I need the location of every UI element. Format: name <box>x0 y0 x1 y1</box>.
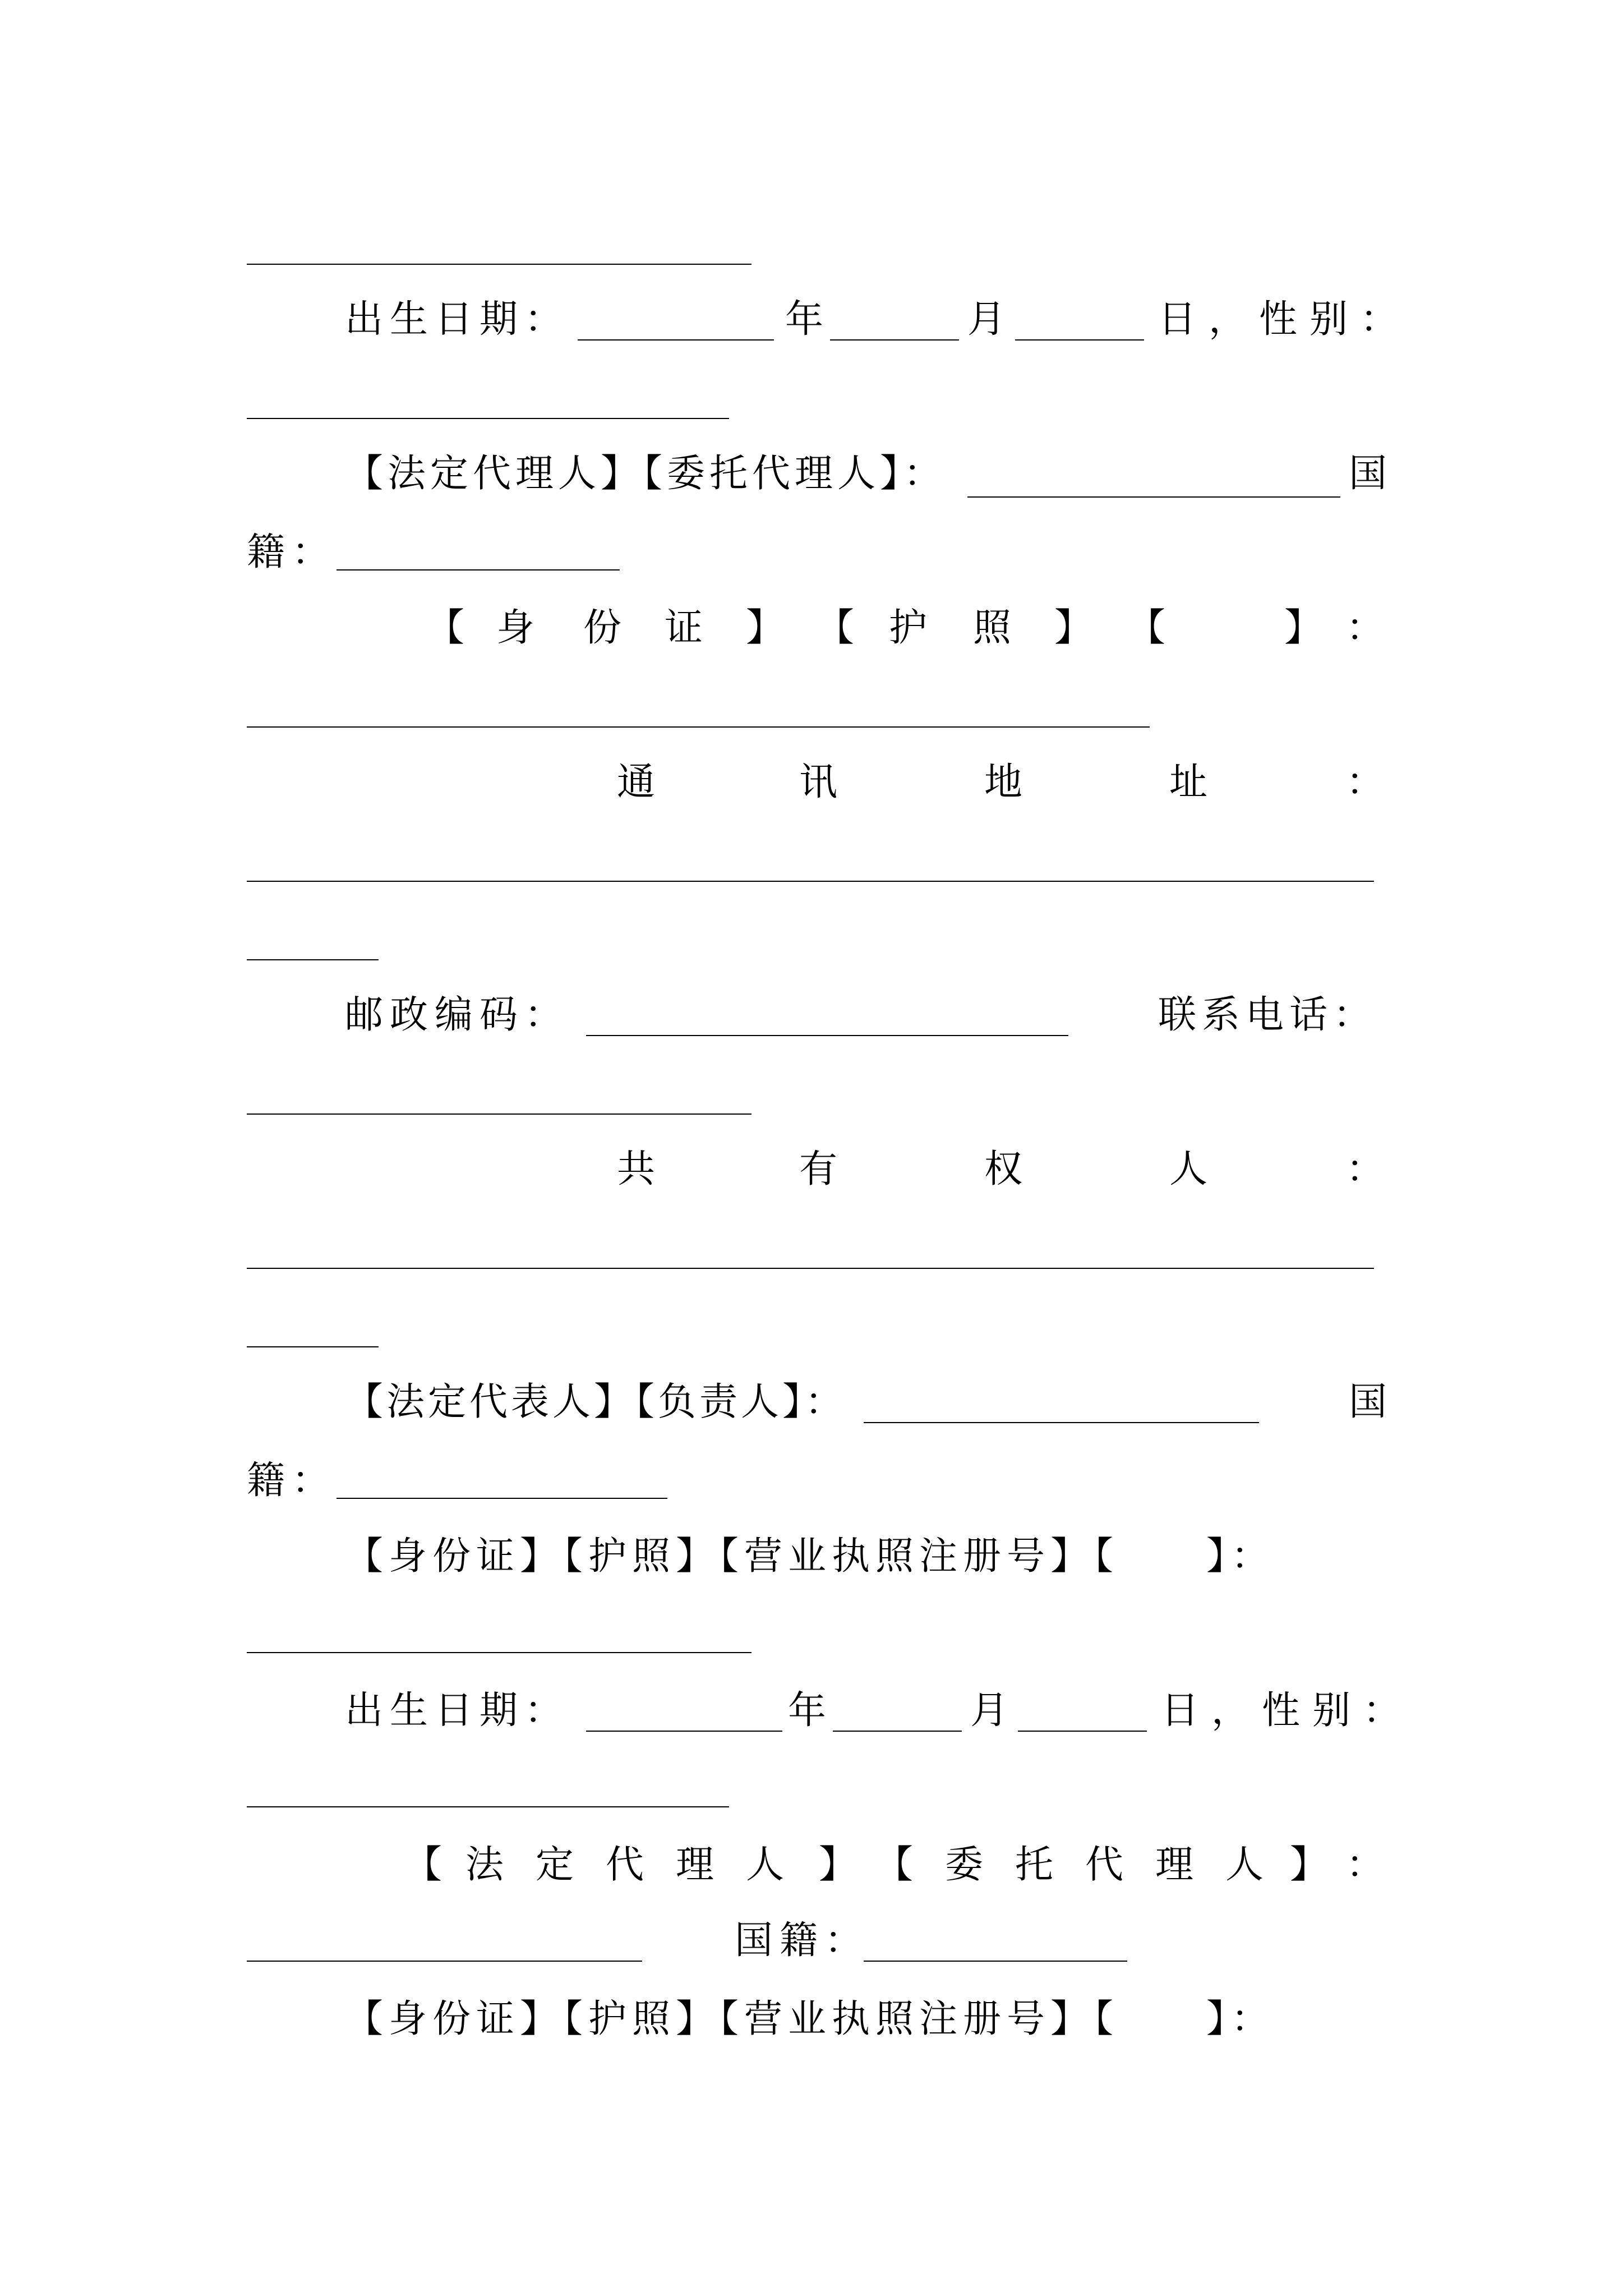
id-char: 【 <box>426 606 465 650</box>
agent-char: 】 <box>1290 1843 1329 1887</box>
month-label: 月 <box>967 297 1013 342</box>
gender-blank[interactable] <box>247 1806 729 1807</box>
nationality-label-part2: 籍： <box>247 530 337 574</box>
id-char: 【 <box>816 606 855 650</box>
address-char: ： <box>1346 760 1385 804</box>
phone-label: 联系电话： <box>1158 993 1377 1037</box>
address-char: 地 <box>984 760 1023 804</box>
agent-char: 托 <box>1015 1843 1054 1887</box>
co-owner-blank[interactable] <box>247 1268 1374 1269</box>
legal-rep-label: 【法定代表人】【负责人】： <box>345 1380 847 1424</box>
address-char: 讯 <box>799 760 838 804</box>
id-number-blank[interactable] <box>247 726 1150 728</box>
id-char: 【 <box>1127 606 1166 650</box>
day-gender-label: 日，性别： <box>1158 297 1411 342</box>
day-blank[interactable] <box>1015 339 1144 341</box>
id-license-label: 【身份证】【护照】【营业执照注册号】【 】： <box>345 1997 1275 2041</box>
agent-char: 】 <box>819 1843 857 1887</box>
nationality-blank[interactable] <box>864 1961 1127 1962</box>
co-owner-char: 有 <box>799 1147 838 1191</box>
agent-char: 定 <box>536 1843 574 1887</box>
agent-char: 委 <box>945 1843 984 1887</box>
agent-char: ： <box>1346 1843 1385 1887</box>
day-blank[interactable] <box>1018 1731 1147 1732</box>
nationality-label-part1: 国 <box>1349 452 1394 496</box>
birth-date-label: 出生日期： <box>345 1688 570 1733</box>
id-char: 护 <box>889 606 928 650</box>
id-char: 】 <box>1284 606 1323 650</box>
day-gender-label: 日，性别： <box>1161 1688 1414 1733</box>
nationality-label: 国籍： <box>735 1918 870 1963</box>
id-license-blank[interactable] <box>247 1652 751 1653</box>
year-blank[interactable] <box>578 339 774 341</box>
agent-blank[interactable] <box>247 1961 642 1962</box>
nationality-blank[interactable] <box>336 1498 667 1499</box>
month-blank[interactable] <box>833 1731 962 1732</box>
agent-char: 【 <box>404 1843 442 1887</box>
address-blank[interactable] <box>247 881 1374 882</box>
agent-char: 【 <box>875 1843 914 1887</box>
postcode-label: 邮政编码： <box>345 993 570 1037</box>
co-owner-char: 共 <box>617 1147 656 1191</box>
id-char: 】 <box>746 606 785 650</box>
address-blank-cont[interactable] <box>247 959 379 960</box>
id-char: ： <box>1346 606 1385 650</box>
agent-char: 理 <box>1155 1843 1194 1887</box>
gender-blank[interactable] <box>247 418 729 419</box>
year-blank[interactable] <box>586 1731 782 1732</box>
id-char: 】 <box>1054 606 1093 650</box>
phone-blank[interactable] <box>247 1114 751 1115</box>
id-char: 份 <box>583 606 622 650</box>
agent-label: 【法定代理人】【委托代理人】： <box>345 452 947 496</box>
nationality-label-part1: 国 <box>1349 1380 1394 1424</box>
id-char: 身 <box>496 606 535 650</box>
co-owner-blank-cont[interactable] <box>247 1346 379 1347</box>
co-owner-char: ： <box>1346 1147 1385 1191</box>
birth-date-label: 出生日期： <box>345 297 570 342</box>
year-label: 年 <box>788 1688 833 1733</box>
month-blank[interactable] <box>830 339 959 341</box>
agent-char: 代 <box>606 1843 644 1887</box>
co-owner-char: 权 <box>984 1147 1023 1191</box>
year-label: 年 <box>785 297 831 342</box>
address-char: 址 <box>1169 760 1208 804</box>
agent-char: 代 <box>1085 1843 1124 1887</box>
agent-char: 人 <box>1225 1843 1264 1887</box>
month-label: 月 <box>970 1688 1016 1733</box>
id-char: 照 <box>973 606 1012 650</box>
agent-blank[interactable] <box>967 496 1340 498</box>
blank-line <box>247 264 751 265</box>
legal-rep-blank[interactable] <box>864 1422 1259 1423</box>
postcode-blank[interactable] <box>586 1035 1068 1036</box>
id-char: 证 <box>665 606 703 650</box>
agent-char: 理 <box>676 1843 714 1887</box>
agent-char: 法 <box>465 1843 504 1887</box>
co-owner-char: 人 <box>1169 1147 1208 1191</box>
id-license-label: 【身份证】【护照】【营业执照注册号】【 】： <box>345 1534 1275 1579</box>
nationality-label-part2: 籍： <box>247 1458 337 1503</box>
address-char: 通 <box>617 760 656 804</box>
nationality-blank[interactable] <box>336 569 620 570</box>
agent-char: 人 <box>746 1843 785 1887</box>
